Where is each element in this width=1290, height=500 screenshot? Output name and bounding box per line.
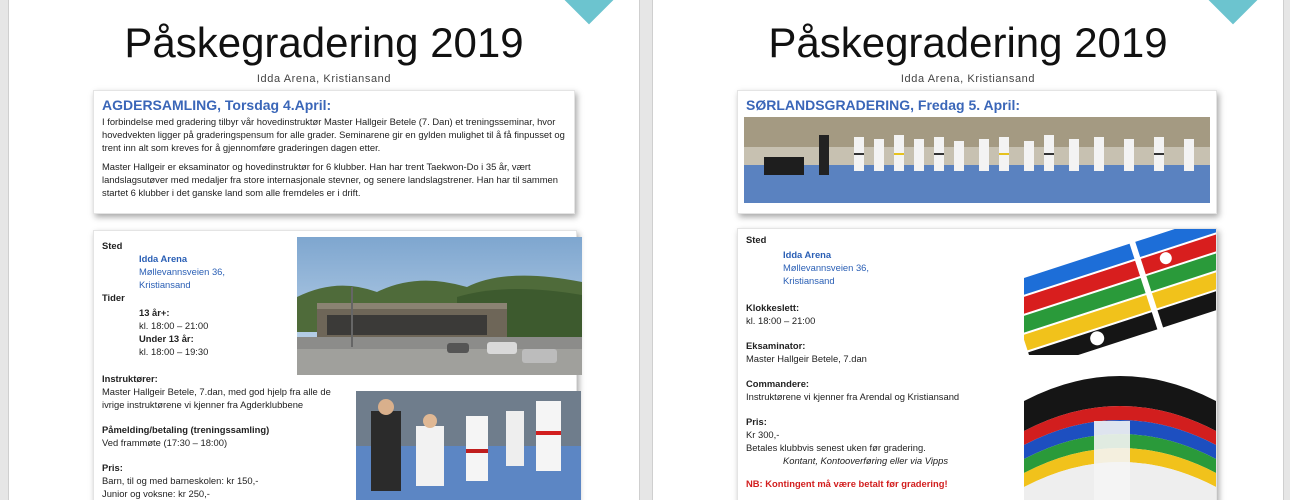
age2-label: Under 13 år: (139, 333, 194, 344)
pamelding-label: Påmelding/betaling (treningssamling) (102, 424, 270, 435)
pamelding-text: Ved frammøte (17:30 – 18:00) (102, 437, 228, 448)
gradering-photo (744, 117, 1210, 203)
venue-address-1: Møllevannsveien 36, (139, 266, 225, 277)
info-column (746, 233, 1026, 490)
sorlandsgradering-heading: SØRLANDSGRADERING, Fredag 5. April: (746, 97, 1021, 113)
age2-time: kl. 18:00 – 19:30 (139, 346, 209, 357)
left-page (8, 0, 640, 500)
venue-address-2: Kristiansand (139, 279, 191, 290)
pris-line-2: Junior og voksne: kr 250,- (102, 488, 210, 499)
klokkeslett-label: Klokkeslett: (746, 302, 800, 313)
page-title: Påskegradering 2019 (768, 19, 1168, 66)
commandere-label: Commandere: (746, 378, 810, 389)
training-photo (356, 391, 581, 500)
instructors-text: Master Hallgeir Betele, 7.dan, med god hjelp fra alle de ivrige instruktørene vi kjenner fra Agderklubbene (102, 386, 331, 410)
pris-line-1: Kr 300,- (746, 429, 780, 440)
age1-time: kl. 18:00 – 21:00 (139, 320, 209, 331)
agdersamling-text (102, 115, 566, 199)
pris-line-1: Barn, til og med barneskolen: kr 150,- (102, 475, 259, 486)
instructors-label: Instruktører: (102, 373, 158, 384)
pris-label: Pris: (746, 416, 767, 427)
arena-photo (297, 237, 582, 375)
venue-address-2: Kristiansand (783, 275, 835, 286)
sorlandsgradering-box (737, 90, 1217, 214)
agdersamling-box (93, 90, 575, 214)
venue-block (746, 248, 1026, 287)
page-subtitle: Idda Arena, Kristiansand (900, 73, 1036, 85)
nb-warning: NB: Kontingent må være betalt før gradering! (746, 478, 948, 489)
commandere-text: Instruktørene vi kjenner fra Arendal og Kristiansand (746, 391, 960, 402)
sted-label: Sted (102, 240, 123, 251)
info-box (737, 228, 1217, 500)
right-page (652, 0, 1284, 500)
pris-line-2: Betales klubbvis senest uken før gradering. (746, 442, 926, 453)
pris-line-3: Kontant, Kontooverføring eller via Vipps (783, 455, 949, 466)
page-title: Påskegradering 2019 (124, 19, 524, 66)
agdersamling-heading: AGDERSAMLING, Torsdag 4.April: (102, 97, 332, 113)
info-box (93, 230, 577, 500)
agdersamling-paragraph-1: I forbindelse med gradering tilbyr vår hovedinstruktør Master Hallgeir Betele (7. Dan) et treningsseminar, hvor hovedvekten ligger på graderingspensum for alle grader. Seminarene gir en gylden mulighet til å få finpusset og trent inn alt som kreves for å gjennomføre graderingen dagen etter. (102, 116, 565, 153)
venue-name: Idda Arena (783, 249, 832, 260)
belts-photo-top (1024, 229, 1216, 355)
sted-label: Sted (746, 234, 767, 245)
eksaminator-label: Eksaminator: (746, 340, 806, 351)
tider-label: Tider (102, 292, 125, 303)
agdersamling-paragraph-2: Master Hallgeir er eksaminator og hovedinstruktør for 6 klubber. Han har trent Taekwon-Do i 35 år, vært landslagsutøver med medaljer fra store internasjonale stevner, og senere landslagstrener. Han har til sammen startet 6 klubber i det ganske land som alle fremdeles er i drift. (102, 161, 558, 198)
eksaminator-text: Master Hallgeir Betele, 7.dan (746, 353, 867, 364)
venue-name: Idda Arena (139, 253, 188, 264)
belts-photo-bottom (1024, 361, 1216, 500)
age1-label: 13 år+: (139, 307, 170, 318)
klokkeslett-text: kl. 18:00 – 21:00 (746, 315, 816, 326)
venue-address-1: Møllevannsveien 36, (783, 262, 869, 273)
page-subtitle: Idda Arena, Kristiansand (256, 73, 392, 85)
pris-label: Pris: (102, 462, 123, 473)
